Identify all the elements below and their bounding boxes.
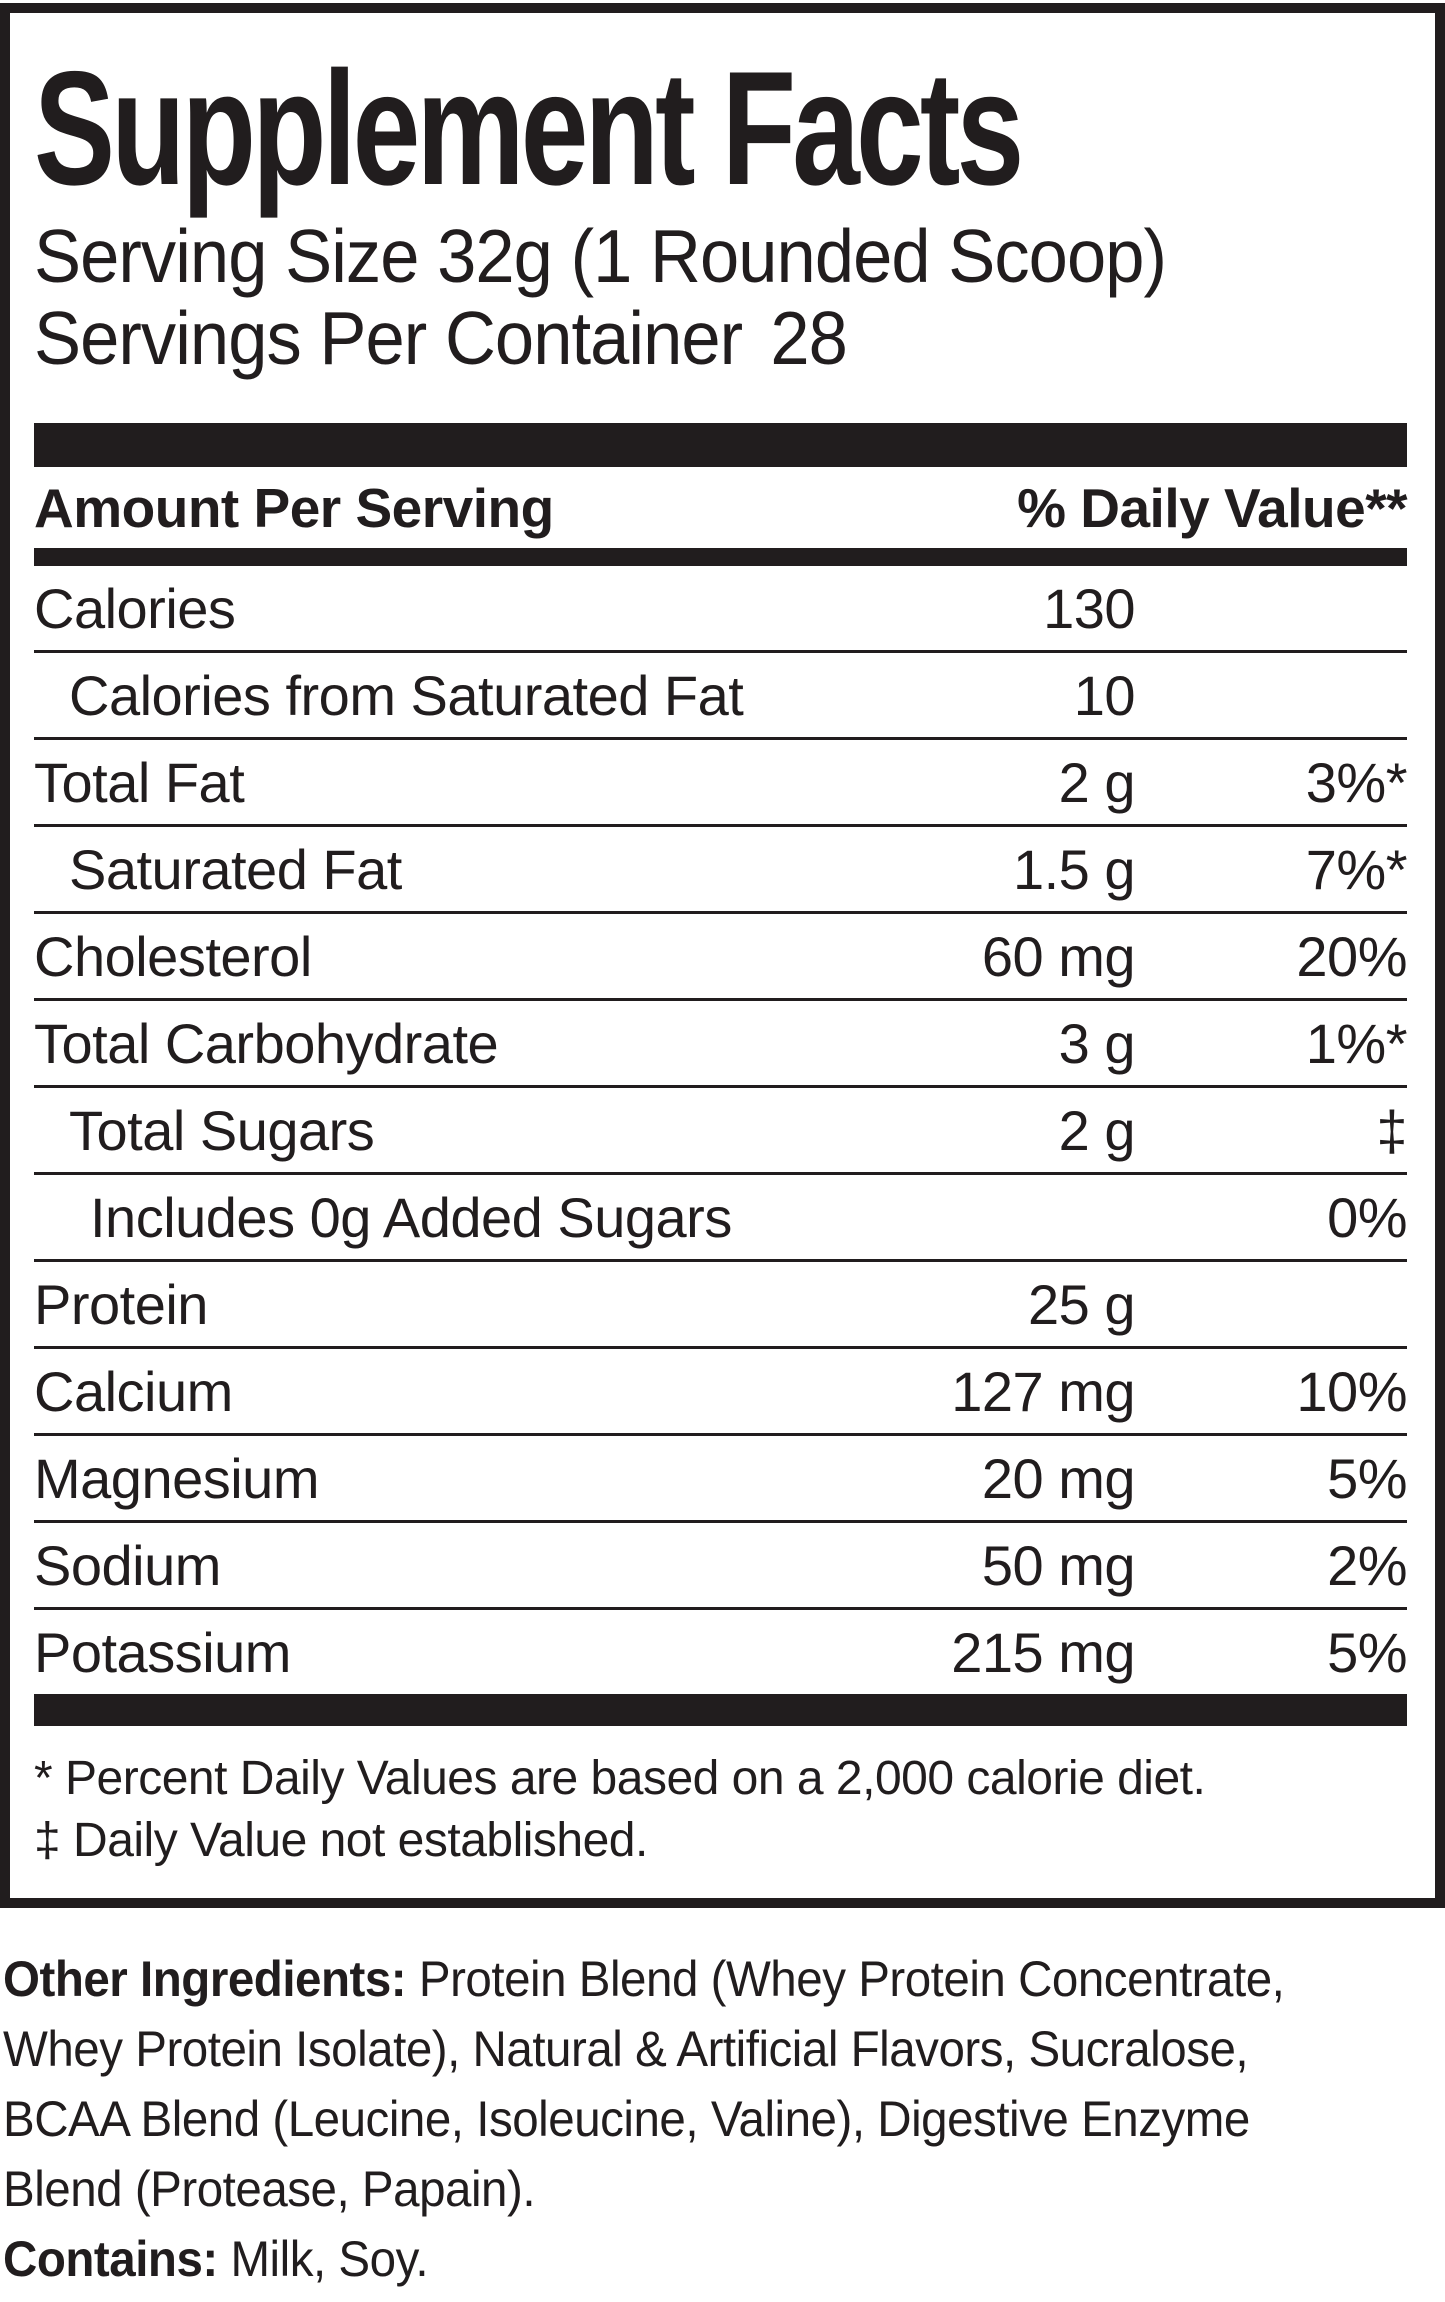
nutrient-amount: 60 mg xyxy=(981,924,1135,988)
nutrient-label: Includes 0g Added Sugars xyxy=(90,1185,732,1249)
contains-text: Milk, Soy. xyxy=(217,2231,429,2287)
ingredients-text: Blend (Protease, Papain). xyxy=(3,2161,536,2217)
nutrient-row-magnesium xyxy=(34,1436,1407,1523)
nutrient-row-calories xyxy=(34,566,1407,653)
nutrient-table xyxy=(34,566,1407,1694)
nutrient-daily-value: 0% xyxy=(1327,1185,1407,1249)
nutrient-label: Magnesium xyxy=(34,1446,319,1510)
nutrient-daily-value: 3%* xyxy=(1305,750,1407,814)
other-ingredients-section xyxy=(3,1944,1445,2294)
nutrient-label: Saturated Fat xyxy=(69,837,402,901)
nutrient-row-potassium xyxy=(34,1610,1407,1694)
divider-thick-bottom xyxy=(34,1694,1407,1726)
nutrient-row-calories-from-saturated-fat xyxy=(34,653,1407,740)
contains-line xyxy=(3,2224,1445,2294)
ingredients-line xyxy=(3,2154,1445,2224)
footnote-daily-values: * Percent Daily Values are based on a 2,000 calorie diet. xyxy=(34,1752,1206,1805)
nutrient-label: Cholesterol xyxy=(34,924,312,988)
footnote-daily-value-not-established: ‡ Daily Value not established. xyxy=(34,1814,648,1867)
nutrient-label: Protein xyxy=(34,1272,208,1336)
servings-per-container-label: Servings Per Container xyxy=(34,296,743,380)
amount-per-serving-header: Amount Per Serving xyxy=(34,476,554,539)
daily-value-header: % Daily Value** xyxy=(1017,476,1407,539)
servings-per-container-line xyxy=(34,297,1445,379)
nutrient-daily-value: 5% xyxy=(1327,1620,1407,1684)
nutrient-amount: 127 mg xyxy=(951,1359,1135,1423)
nutrient-amount: 130 xyxy=(1043,576,1135,640)
nutrient-row-cholesterol xyxy=(34,914,1407,1001)
nutrient-daily-value: ‡ xyxy=(1376,1098,1407,1162)
nutrient-label: Total Sugars xyxy=(69,1098,375,1162)
other-ingredients-label: Other Ingredients: xyxy=(3,1951,407,2007)
nutrient-label: Total Fat xyxy=(34,750,245,814)
nutrient-daily-value: 2% xyxy=(1327,1533,1407,1597)
panel-title: Supplement Facts xyxy=(34,38,1021,219)
ingredients-text: Whey Protein Isolate), Natural & Artificial Flavors, Sucralose, xyxy=(3,2021,1249,2077)
nutrient-row-total-fat xyxy=(34,740,1407,827)
nutrient-row-calcium xyxy=(34,1349,1407,1436)
nutrient-row-added-sugars xyxy=(34,1175,1407,1262)
nutrient-daily-value: 7%* xyxy=(1305,837,1407,901)
nutrient-amount: 2 g xyxy=(1058,750,1135,814)
nutrient-row-protein xyxy=(34,1262,1407,1349)
nutrient-label: Potassium xyxy=(34,1620,291,1684)
nutrient-label: Calories xyxy=(34,576,236,640)
ingredients-line xyxy=(3,1944,1445,2014)
ingredients-text: Protein Blend (Whey Protein Concentrate, xyxy=(406,1951,1285,2007)
serving-size-line: Serving Size 32g (1 Rounded Scoop) xyxy=(34,214,1167,298)
servings-per-container-value: 28 xyxy=(770,296,847,380)
ingredients-line xyxy=(3,2084,1445,2154)
nutrient-daily-value: 1%* xyxy=(1305,1011,1407,1075)
nutrient-amount: 215 mg xyxy=(951,1620,1135,1684)
column-header-row xyxy=(34,467,1407,548)
nutrient-daily-value: 20% xyxy=(1296,924,1407,988)
supplement-facts-panel xyxy=(0,3,1445,1908)
nutrient-row-sodium xyxy=(34,1523,1407,1610)
ingredients-text: BCAA Blend (Leucine, Isoleucine, Valine), Digestive Enzyme xyxy=(3,2091,1250,2147)
nutrient-amount: 20 mg xyxy=(981,1446,1135,1510)
ingredients-line xyxy=(3,2014,1445,2084)
nutrient-label: Calcium xyxy=(34,1359,233,1423)
nutrient-row-total-sugars xyxy=(34,1088,1407,1175)
footnotes xyxy=(34,1748,1407,1872)
nutrient-amount: 10 xyxy=(1073,663,1135,727)
nutrient-amount: 3 g xyxy=(1058,1011,1135,1075)
nutrient-label: Sodium xyxy=(34,1533,221,1597)
nutrient-daily-value: 10% xyxy=(1296,1359,1407,1423)
nutrient-amount: 25 g xyxy=(1028,1272,1135,1336)
nutrient-label: Calories from Saturated Fat xyxy=(69,663,744,727)
nutrient-label: Total Carbohydrate xyxy=(34,1011,499,1075)
serving-info xyxy=(34,215,1445,379)
nutrient-row-saturated-fat xyxy=(34,827,1407,914)
divider-thick-top xyxy=(34,423,1407,467)
nutrient-amount: 1.5 g xyxy=(1012,837,1135,901)
nutrient-amount: 2 g xyxy=(1058,1098,1135,1162)
nutrient-daily-value: 5% xyxy=(1327,1446,1407,1510)
header-divider xyxy=(34,548,1407,566)
contains-label: Contains: xyxy=(3,2231,218,2287)
nutrient-amount: 50 mg xyxy=(981,1533,1135,1597)
nutrient-row-total-carbohydrate xyxy=(34,1001,1407,1088)
